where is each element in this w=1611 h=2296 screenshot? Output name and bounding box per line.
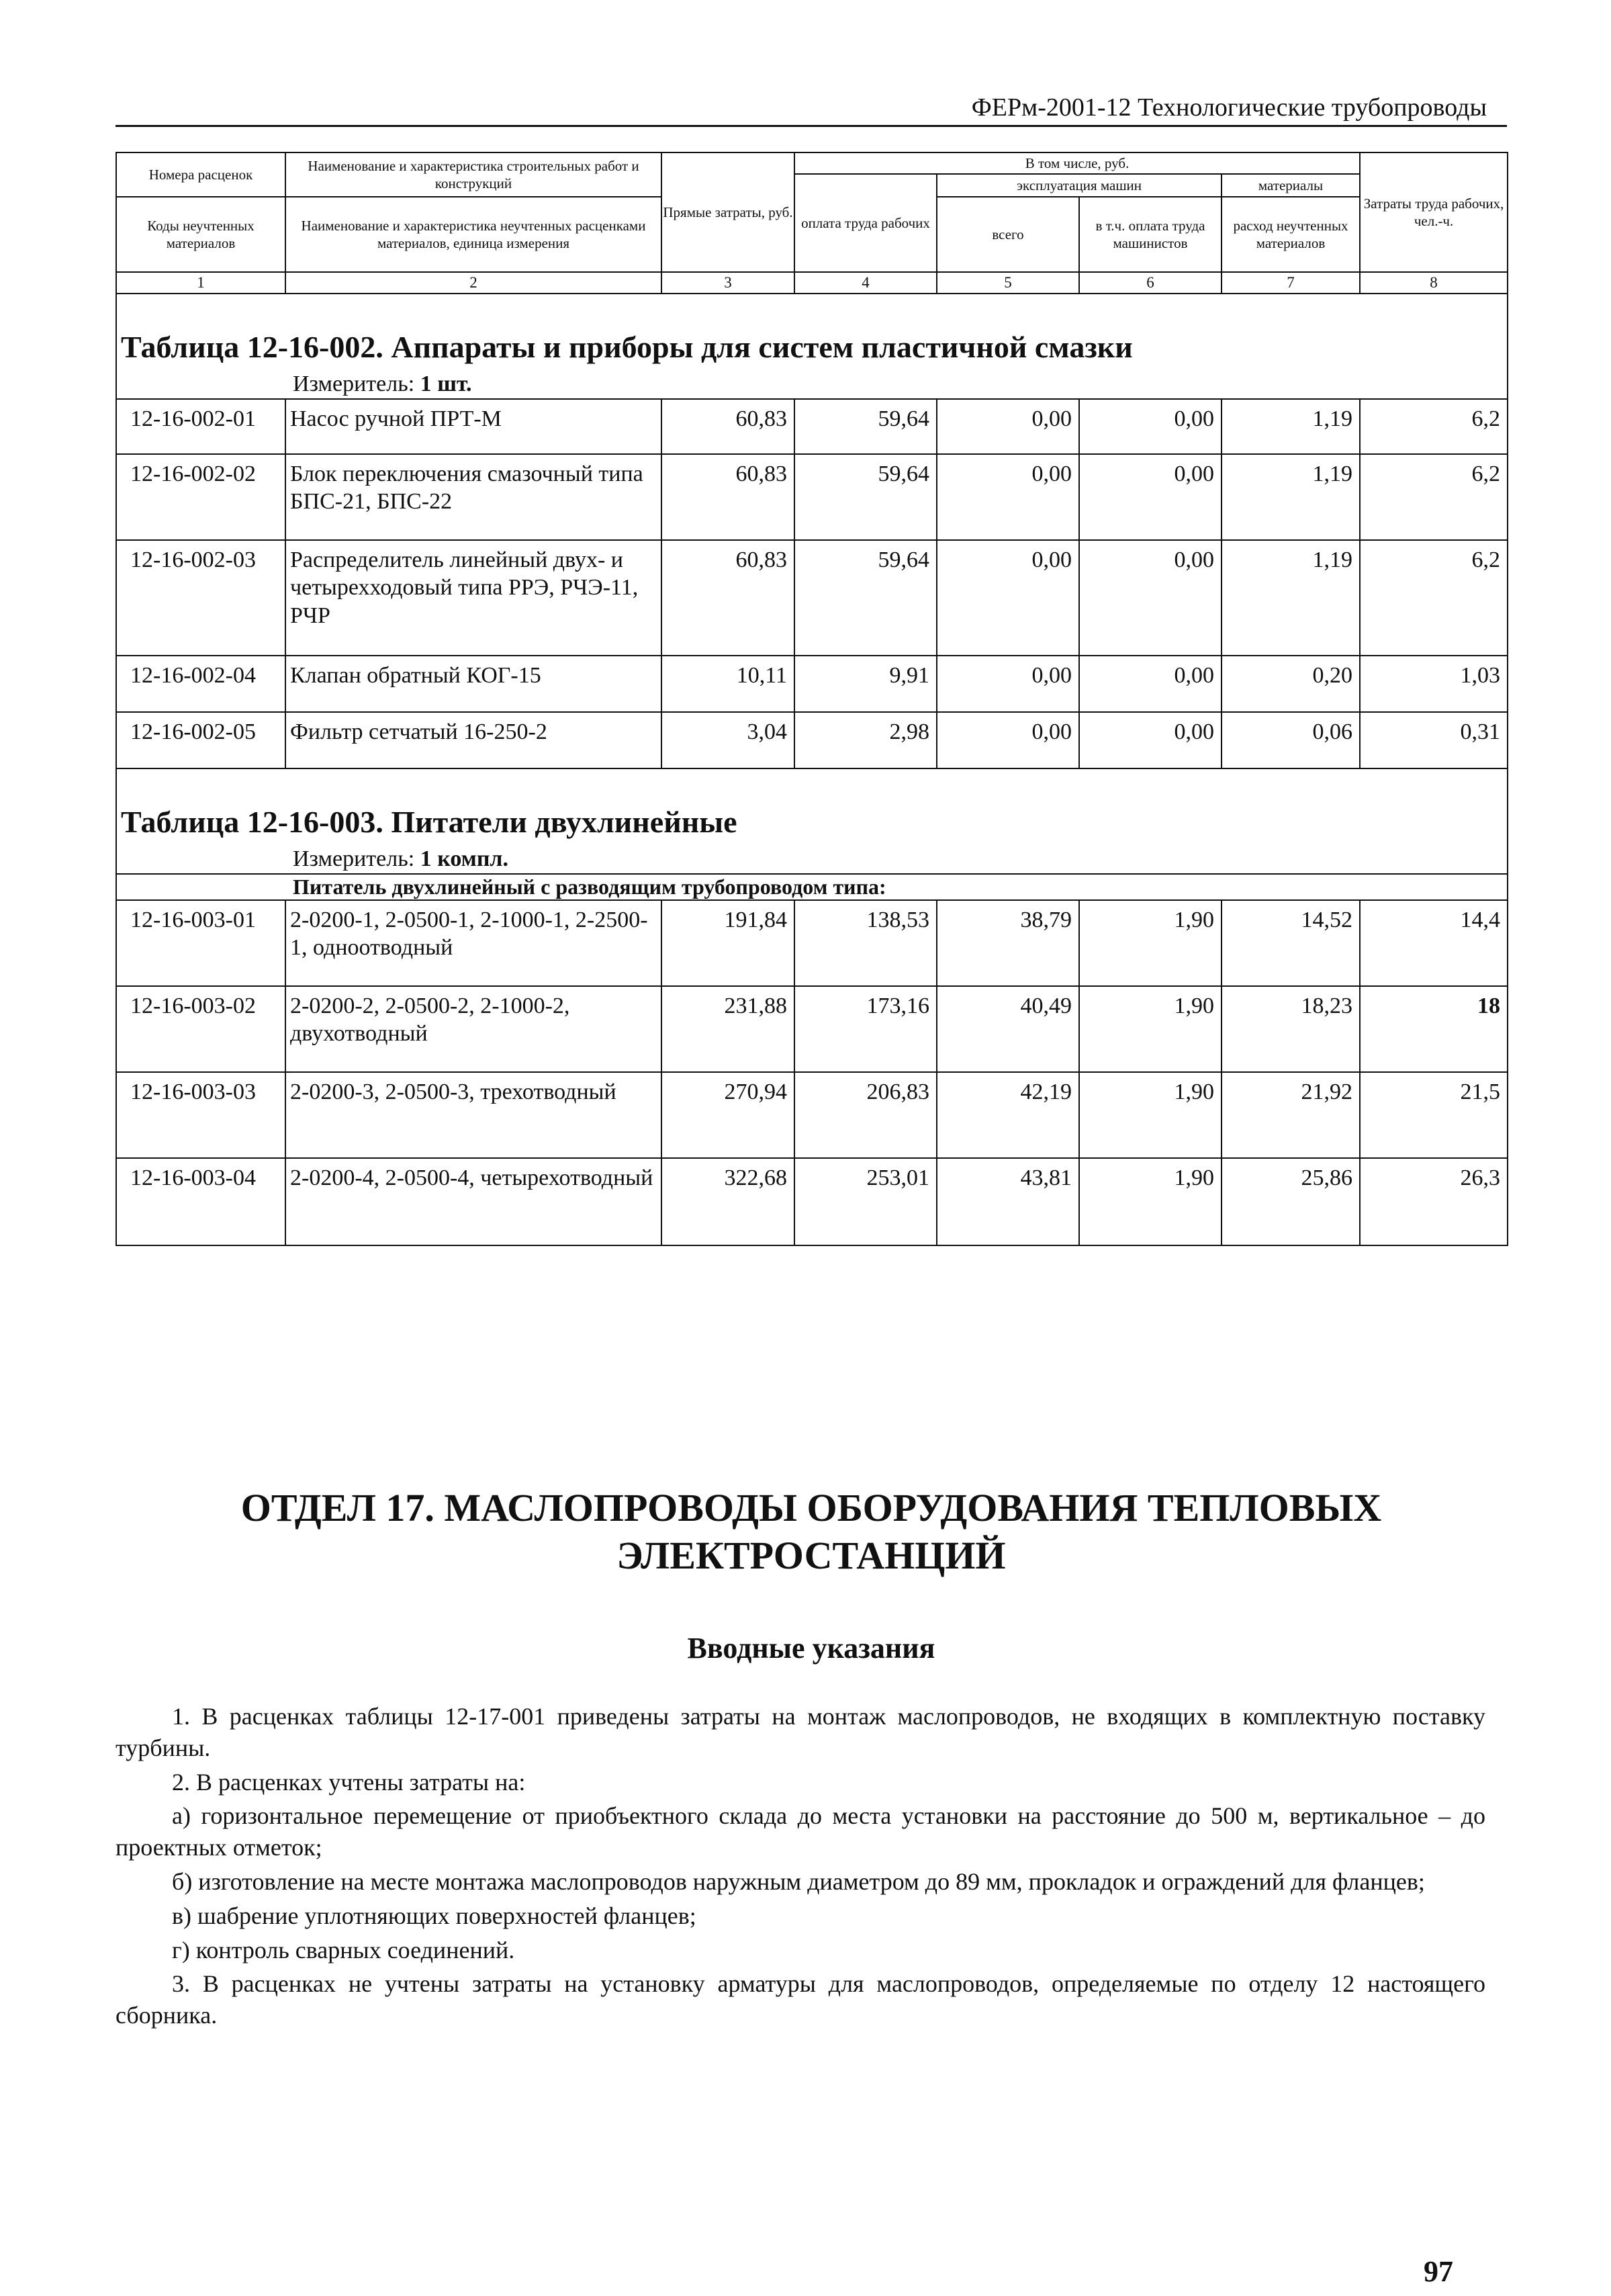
table1-meter-row (116, 365, 1508, 399)
rate-code: 12-16-003-01 (116, 900, 285, 986)
paragraph: 1. В расценках таблицы 12-17-001 приведены затраты на монтаж маслопроводов, не входящих в комплектную поставку турбины. (116, 1703, 1485, 1761)
machinist-labor-cost: 0,00 (1079, 656, 1222, 712)
material-cost: 21,92 (1222, 1072, 1360, 1158)
col-number: 8 (1360, 272, 1508, 294)
col2-bottom: Наименование и характеристика неучтенных расценками материалов, единица измерения (285, 197, 661, 272)
material-cost: 1,19 (1222, 399, 1360, 454)
table2-meter (116, 840, 1508, 874)
rates-table-wrap (116, 152, 1507, 1246)
col-number: 3 (661, 272, 794, 294)
paragraph: 2. В расценках учтены затраты на: (172, 1768, 526, 1796)
group-title: Питатель двухлинейный с разводящим трубопроводом типа: (116, 874, 1508, 900)
table1-caption-row (116, 294, 1508, 365)
rate-name: Блок переключения смазочный типа БПС-21, БПС-22 (285, 454, 661, 540)
rate-name: 2-0200-2, 2-0500-2, 2-1000-2, двухотводный (285, 986, 661, 1072)
rate-code: 12-16-002-05 (116, 712, 285, 768)
rate-name: 2-0200-1, 2-0500-1, 2-1000-1, 2-2500-1, одноотводный (285, 900, 661, 986)
machine-cost: 0,00 (937, 454, 1079, 540)
rate-code: 12-16-003-03 (116, 1072, 285, 1158)
col3: Прямые затраты, руб. (661, 152, 794, 272)
section-title (116, 1485, 1507, 1580)
col1-bottom: Коды неучтенных материалов (116, 197, 285, 272)
material-cost: 1,19 (1222, 540, 1360, 656)
table-row (116, 656, 1508, 712)
direct-cost: 191,84 (661, 900, 794, 986)
rate-code: 12-16-002-04 (116, 656, 285, 712)
direct-cost: 3,04 (661, 712, 794, 768)
material-cost: 0,06 (1222, 712, 1360, 768)
labor-hours: 18 (1360, 986, 1508, 1072)
paragraph: 3. В расценках не учтены затраты на установку арматуры для маслопроводов, определяемые по отделу 12 настоящего сборника. (116, 1970, 1485, 2029)
labor-cost: 253,01 (794, 1158, 937, 1245)
rate-code: 12-16-002-03 (116, 540, 285, 656)
table2-meter-row (116, 840, 1508, 874)
labor-cost: 206,83 (794, 1072, 937, 1158)
material-cost: 25,86 (1222, 1158, 1360, 1245)
material-cost: 1,19 (1222, 454, 1360, 540)
labor-cost: 59,64 (794, 399, 937, 454)
meter-label: Измеритель: (293, 846, 415, 871)
table1-title: Таблица 12-16-002. Аппараты и приборы для систем пластичной смазки (116, 294, 1508, 365)
rate-name: Распределитель линейный двух- и четырехходовый типа РРЭ, РЧЭ-11, РЧР (285, 540, 661, 656)
machinist-labor-cost: 0,00 (1079, 712, 1222, 768)
machine-cost: 38,79 (937, 900, 1079, 986)
direct-cost: 231,88 (661, 986, 794, 1072)
rate-code: 12-16-003-04 (116, 1158, 285, 1245)
machinist-labor-cost: 1,90 (1079, 900, 1222, 986)
machine-cost: 43,81 (937, 1158, 1079, 1245)
paragraph: в) шабрение уплотняющих поверхностей фланцев; (172, 1902, 696, 1929)
labor-cost: 173,16 (794, 986, 937, 1072)
machinist-labor-cost: 1,90 (1079, 1072, 1222, 1158)
col2-top: Наименование и характеристика строительных работ и конструкций (285, 152, 661, 197)
machine-cost: 0,00 (937, 540, 1079, 656)
table-row (116, 1158, 1508, 1245)
running-header (116, 93, 1507, 127)
machinist-labor-cost: 1,90 (1079, 1158, 1222, 1245)
table-row (116, 1072, 1508, 1158)
machinist-labor-cost: 0,00 (1079, 540, 1222, 656)
machinist-labor-cost: 0,00 (1079, 399, 1222, 454)
labor-cost: 59,64 (794, 454, 937, 540)
col4: оплата труда рабочих (794, 174, 937, 272)
table1-meter (116, 365, 1508, 399)
col-number: 4 (794, 272, 937, 294)
rate-code: 12-16-003-02 (116, 986, 285, 1072)
section-title-line1: ОТДЕЛ 17. МАСЛОПРОВОДЫ ОБОРУДОВАНИЯ ТЕПЛОВЫХ (240, 1486, 1382, 1530)
col-number: 5 (937, 272, 1079, 294)
material-cost: 0,20 (1222, 656, 1360, 712)
labor-hours: 26,3 (1360, 1158, 1508, 1245)
direct-cost: 270,94 (661, 1072, 794, 1158)
rate-code: 12-16-002-02 (116, 454, 285, 540)
section-title-line2: ЭЛЕКТРОСТАНЦИЙ (616, 1533, 1006, 1577)
machinist-labor-cost: 1,90 (1079, 986, 1222, 1072)
col-number: 6 (1079, 272, 1222, 294)
labor-hours: 0,31 (1360, 712, 1508, 768)
labor-hours: 6,2 (1360, 454, 1508, 540)
page-number: 97 (1424, 2255, 1453, 2288)
direct-cost: 60,83 (661, 454, 794, 540)
meter-value: 1 шт. (420, 371, 472, 396)
rate-code: 12-16-002-01 (116, 399, 285, 454)
labor-hours: 6,2 (1360, 399, 1508, 454)
machines-header: эксплуатация машин (937, 174, 1222, 197)
table2-caption-row (116, 768, 1508, 840)
table-row (116, 399, 1508, 454)
table-row (116, 986, 1508, 1072)
paragraph: г) контроль сварных соединений. (172, 1936, 515, 1963)
column-numbers (116, 272, 1508, 294)
machinist-labor-cost: 0,00 (1079, 454, 1222, 540)
table-row (116, 712, 1508, 768)
labor-cost: 59,64 (794, 540, 937, 656)
labor-hours: 21,5 (1360, 1072, 1508, 1158)
section-subtitle: Вводные указания (687, 1632, 935, 1665)
incl-header: В том числе, руб. (794, 152, 1360, 174)
table-row (116, 540, 1508, 656)
group-title-row (116, 874, 1508, 900)
material-cost: 14,52 (1222, 900, 1360, 986)
machine-cost: 0,00 (937, 656, 1079, 712)
direct-cost: 60,83 (661, 399, 794, 454)
labor-hours: 1,03 (1360, 656, 1508, 712)
direct-cost: 60,83 (661, 540, 794, 656)
labor-hours: 6,2 (1360, 540, 1508, 656)
machine-cost: 40,49 (937, 986, 1079, 1072)
col1-top: Номера расценок (116, 152, 285, 197)
table-header (116, 152, 1508, 294)
labor-cost: 2,98 (794, 712, 937, 768)
machine-cost: 0,00 (937, 712, 1079, 768)
table-row (116, 900, 1508, 986)
labor-hours: 14,4 (1360, 900, 1508, 986)
machine-cost: 42,19 (937, 1072, 1079, 1158)
machine-cost: 0,00 (937, 399, 1079, 454)
meter-value: 1 компл. (420, 846, 509, 871)
col-number: 7 (1222, 272, 1360, 294)
direct-cost: 322,68 (661, 1158, 794, 1245)
materials-header: материалы (1222, 174, 1360, 197)
paragraph: б) изготовление на месте монтажа маслопроводов наружным диаметром до 89 мм, прокладок и ограждений для фланцев; (172, 1867, 1425, 1895)
rate-name: Насос ручной ПРТ-М (285, 399, 661, 454)
paragraph: а) горизонтальное перемещение от приобъектного склада до места установки на расстояние до 500 м, вертикальное – до проектных отметок; (116, 1802, 1485, 1861)
rate-name: 2-0200-3, 2-0500-3, трехотводный (285, 1072, 661, 1158)
rate-name: Клапан обратный КОГ-15 (285, 656, 661, 712)
table-row (116, 454, 1508, 540)
col-number: 1 (116, 272, 285, 294)
meter-label: Измеритель: (293, 371, 415, 396)
material-cost: 18,23 (1222, 986, 1360, 1072)
running-header-title: ФЕРм-2001-12 Технологические трубопроводы (971, 93, 1487, 122)
rate-name: 2-0200-4, 2-0500-4, четырехотводный (285, 1158, 661, 1245)
col6: в т.ч. оплата труда машинистов (1079, 197, 1222, 272)
labor-cost: 9,91 (794, 656, 937, 712)
col7: расход неучтенных материалов (1222, 197, 1360, 272)
rates-table (116, 152, 1508, 1246)
col5: всего (937, 197, 1079, 272)
labor-cost: 138,53 (794, 900, 937, 986)
col-number: 2 (285, 272, 661, 294)
rate-name: Фильтр сетчатый 16-250-2 (285, 712, 661, 768)
direct-cost: 10,11 (661, 656, 794, 712)
col8: Затраты труда рабочих, чел.-ч. (1360, 152, 1508, 272)
table2-title: Таблица 12-16-003. Питатели двухлинейные (116, 768, 1508, 840)
intro-text (116, 1701, 1485, 2034)
